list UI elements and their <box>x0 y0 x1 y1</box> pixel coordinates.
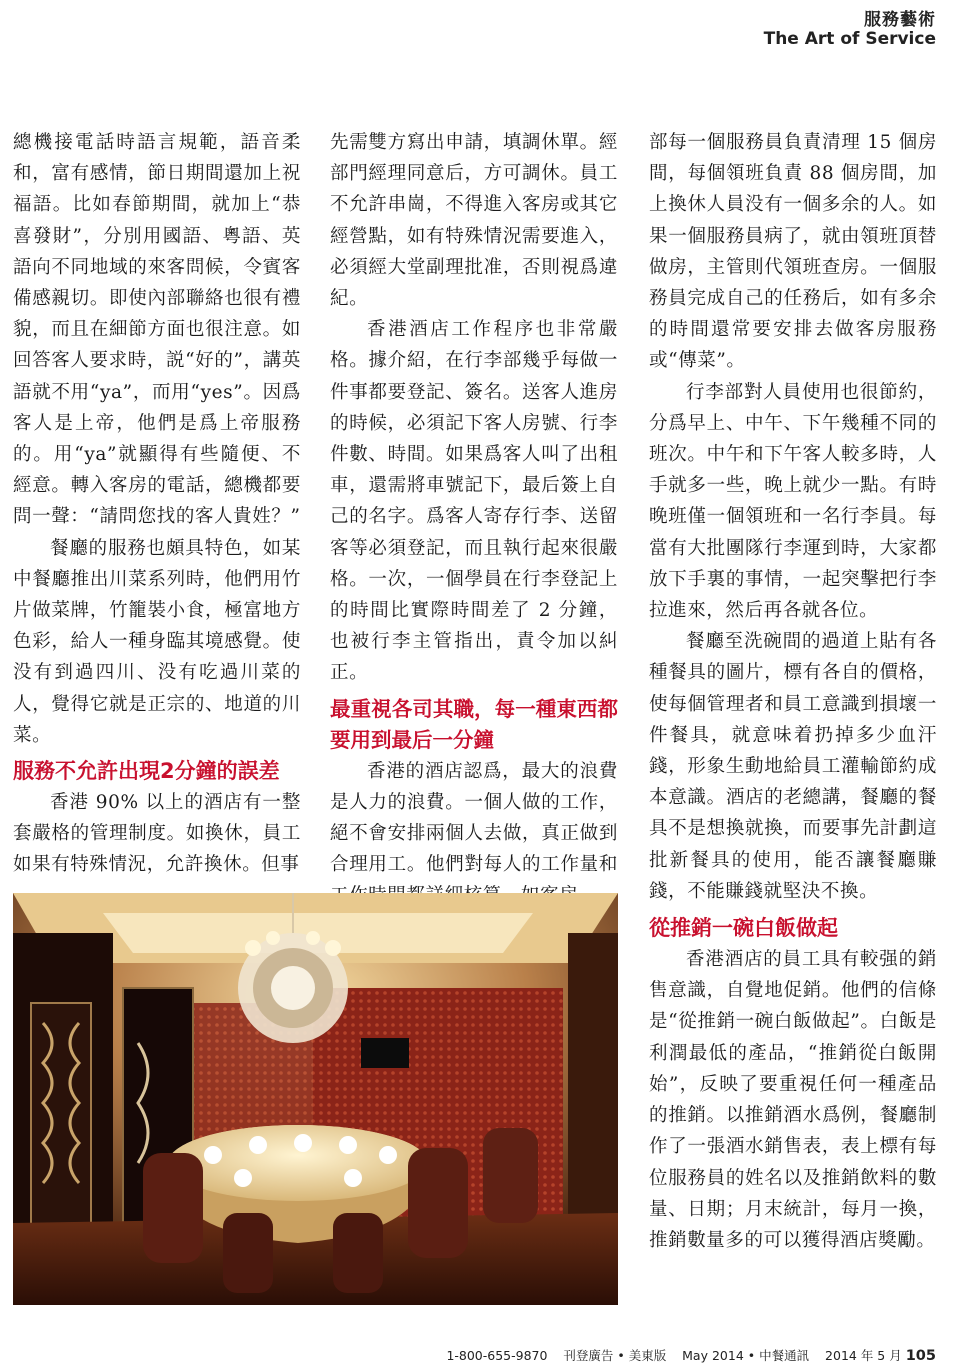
section-heading: 從推銷一碗白飯做起 <box>649 916 838 941</box>
paragraph: 餐廳的服務也頗具特色，如某中餐廳推出川菜系列時，他們用竹片做菜牌，竹籠裝小食，極富地方色彩，給人一種身臨其境感覺。使没有到過四川、没有吃過川菜的人，覺得它就是正宗的、地道的川菜。 <box>13 537 301 746</box>
footer-phone: 1-800-655-9870 <box>446 1348 548 1363</box>
paragraph: 行李部對人員使用也很節約，分爲早上、中午、下午幾種不同的班次。中午和下午客人較多時，人手就多一些，晚上就少一點。有時晚班僅一個領班和一名行李員。每當有大批團隊行李運到時，大家都放下手裏的事情，一起突擊把行李拉進來，然后再各就各位。 <box>649 381 937 622</box>
paragraph: 香港 90% 以上的酒店有一整套嚴格的管理制度。如換休，員工如果有特殊情況，允許換休。但事 <box>13 792 301 876</box>
footer-month-year: May 2014 <box>682 1348 744 1363</box>
paragraph: 香港酒店的員工具有較强的銷售意識，自覺地促銷。他們的信條是“從推銷一碗白飯做起”。白飯是利潤最低的產品，“推銷從白飯開始”，反映了要重視任何一種產品的推銷。以推銷酒水爲例，餐廳制作了一張酒水銷售表，表上標有每位服務員的姓名以及推銷飲料的數量、日期；月末統計，每月一換，推銷數量多的可以獲得酒店獎勵。 <box>649 949 937 1251</box>
page-number: 105 <box>905 1348 936 1364</box>
footer-edition: 美東版 <box>628 1348 667 1363</box>
paragraph: 香港的酒店認爲，最大的浪費是人力的浪費。一個人做的工作，絕不會安排兩個人去做，真正做到合理用工。他們對每人的工作量和 <box>330 760 618 876</box>
section-title-en: The Art of Service <box>763 29 936 49</box>
paragraph: 總機接電話時語言規範，語音柔和，富有感情，節日期間還加上祝福語。比如春節期間，就加上“恭喜發財”，分別用國語、粵語、英語向不同地域的來客問候，令賓客備感親切。即使內部聯絡也很有禮貌，而且在細節方面也很注意。如回答客人要求時，説“好的”，講英語就不用“ya”，而用“yes”。因爲客人是上帝，他們是爲上帝服務的。用“ya”就顯得有些隨便、不經意。轉入客房的電話，總機都要問一聲：“請問您找的客人貴姓？” <box>13 132 301 528</box>
paragraph: 香港酒店工作程序也非常嚴格。據介紹，在行李部幾乎每做一件事都要登記、簽名。送客人進房的時候，必須記下客人房號、行李件數、時間。如果爲客人叫了出租車，還需將車號記下，最后簽上自己的名字。爲客人寄存行李、送留客等必須登記，而且執行起來很嚴格。一次，一個學員在行李登記上的時間比實際時間差了 2 分鐘，也被行李主管指出，責令加以糾正。 <box>330 319 618 684</box>
restaurant-private-room-photo <box>13 893 618 1305</box>
section-title-cn: 服務藝術 <box>864 10 936 30</box>
paragraph: 先需雙方寫出申請，填調休單。經部門經理同意后，方可調休。員工不允許串崗，不得進入客房或其它經營點，如有特殊情況需要進入，必須經大堂副理批准，否則視爲違紀。 <box>330 132 618 310</box>
text-column-3 <box>649 127 937 1256</box>
section-heading: 最重視各司其職，每一種東西都要用到最后一分鐘 <box>330 696 618 752</box>
text-column-1 <box>13 127 301 881</box>
text-column-2 <box>330 127 618 912</box>
footer-bullet: • <box>747 1348 756 1363</box>
footer-date-cn: 2014 年 5 月 <box>825 1348 902 1363</box>
footer-ad-label: 刊登廣告 <box>563 1348 614 1363</box>
paragraph: 部每一個服務員負責清理 15 個房間，每個領班負責 88 個房間，加上換休人員没有一個多余的人。如果一個服務員病了，就由領班頂替做房，主管則代領班查房。一個服務員完成自己的任務后，如有多余的時間還常要安排去做客房服務或“傳菜”。 <box>649 132 937 372</box>
paragraph: 餐廳至洗碗間的過道上貼有各種餐具的圖片，標有各自的價格，使每個管理者和員工意識到損壞一件餐具，就意味着扔掉多少血汗錢，形象生動地給員工灌輸節約成本意識。酒店的老總講，餐廳的餐具不是想換就換，而要事先計劃這批新餐具的使用，能否讓餐廳賺錢，不能賺錢就堅決不換。 <box>649 631 937 902</box>
section-heading: 服務不允許出現2分鐘的誤差 <box>13 759 280 784</box>
footer-magazine: 中餐通訊 <box>759 1348 810 1363</box>
page-footer <box>446 1346 936 1364</box>
footer-bullet: • <box>617 1348 625 1363</box>
